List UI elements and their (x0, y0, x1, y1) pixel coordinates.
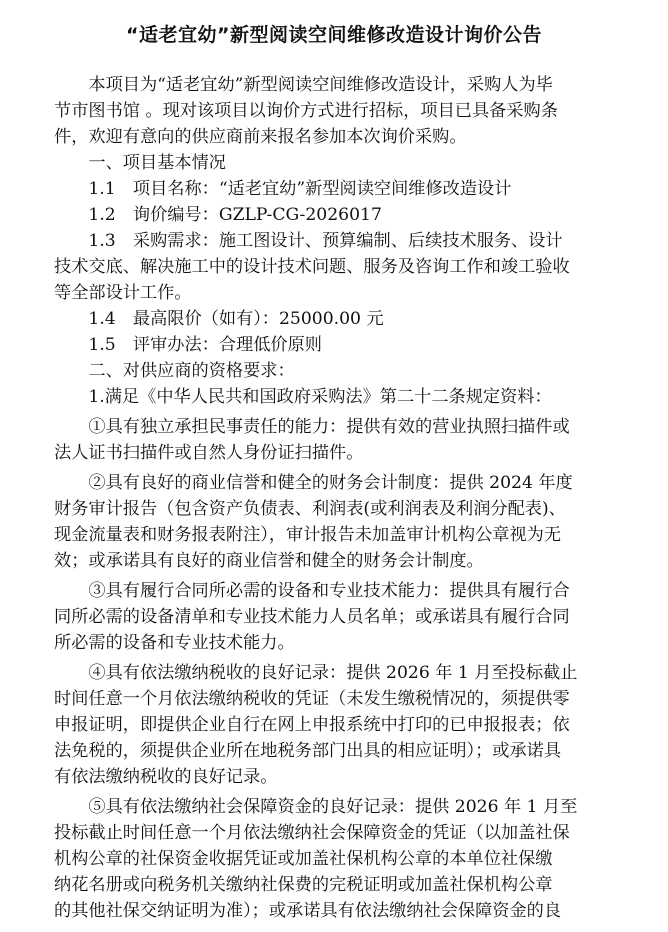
document-body (54, 72, 614, 924)
section-heading: 二、对供应商的资格要求： (54, 361, 295, 381)
requirement-intro: 1.满足《中华人民共和国政府采购法》第二十二条规定资料： (54, 387, 552, 407)
item-max-price: 1.4 最高限价（如有）：25000.00 元 (54, 309, 384, 329)
item-inquiry-number: 1.2 询价编号：GZLP-CG-2026017 (54, 205, 382, 225)
item-project-name: 1.1 项目名称：“适老宜幼”新型阅读空间维修改造设计 (54, 179, 512, 199)
requirement-4-line: 时间任意一个月依法缴纳税收的凭证（未发生缴税情况的，须提供零 (54, 689, 570, 709)
requirement-1-line: 法人证书扫描件或自然人身份证扫描件。 (54, 443, 364, 463)
requirement-5-line: ⑤具有依法缴纳社会保障资金的良好记录：提供 2026 年 1 月至 (54, 797, 578, 817)
requirement-5-line: 纳花名册或向税务机关缴纳社保费的完税证明或加盖社保机构公章 (54, 875, 553, 895)
paragraph-line: 本项目为“适老宜幼”新型阅读空间维修改造设计，采购人为毕 (54, 75, 553, 95)
paragraph-line: 件，欢迎有意向的供应商前来报名参加本次询价采购。 (54, 127, 467, 147)
requirement-3-line: 同所必需的设备清单和专业技术能力人员名单；或承诺具有履行合同 (54, 607, 570, 627)
item-evaluation-method: 1.5 评审办法：合理低价原则 (54, 335, 322, 355)
requirement-4-line: 法免税的，须提供企业所在地税务部门出具的相应证明）；或承诺具 (54, 741, 562, 761)
paragraph-line: 节市图书馆 。现对该项目以询价方式进行招标，项目已具备采购条 (54, 101, 558, 121)
requirement-3-line: ③具有履行合同所必需的设备和专业技术能力：提供具有履行合 (54, 581, 570, 601)
requirement-2-line: 现金流量表和财务报表附注），审计报告未加盖审计机构公章视为无 (54, 525, 562, 545)
document-title: “适老宜幼”新型阅读空间维修改造设计询价公告 (126, 24, 542, 46)
requirement-5-line: 的其他社保交纳证明为准）；或承诺具有依法缴纳社会保障资金的良 (54, 901, 562, 921)
requirement-4-line: 申报证明，即提供企业自行在网上申报系统中打印的已申报报表；依 (54, 715, 570, 735)
requirement-5-line: 投标截止时间任意一个月依法缴纳社会保障资金的凭证（以加盖社保 (54, 823, 570, 843)
requirement-4-line: 有依法缴纳税收的良好记录。 (54, 767, 278, 787)
paragraph-line: 等全部设计工作。 (54, 283, 192, 303)
requirement-5-line: 机构公章的社保资金收据凭证或加盖社保机构公章的本单位社保缴 (54, 849, 553, 869)
requirement-2-line: 效；或承诺具有良好的商业信誉和健全的财务会计制度。 (54, 551, 484, 571)
item-procurement-needs: 1.3 采购需求：施工图设计、预算编制、后续技术服务、设计 (54, 231, 563, 251)
requirement-4-line: ④具有依法缴纳税收的良好记录：提供 2026 年 1 月至投标截止 (54, 663, 578, 683)
requirement-1-line: ①具有独立承担民事责任的能力：提供有效的营业执照扫描件或 (54, 417, 570, 437)
requirement-3-line: 所必需的设备和专业技术能力。 (54, 633, 295, 653)
paragraph-line: 技术交底、解决施工中的设计技术问题、服务及咨询工作和竣工验收 (54, 257, 570, 277)
section-heading: 一、项目基本情况 (54, 153, 226, 173)
requirement-2-line: 财务审计报告（包含资产负债表、利润表(或利润表及利润分配表)、 (54, 499, 566, 519)
requirement-2-line: ②具有良好的商业信誉和健全的财务会计制度：提供 2024 年度 (54, 473, 573, 493)
